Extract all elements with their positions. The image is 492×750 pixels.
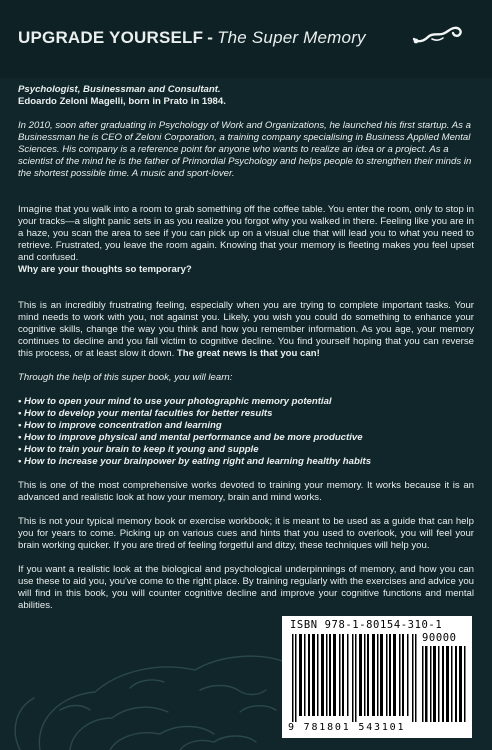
title-subtitle: The Super Memory (217, 28, 366, 47)
isbn-text: ISBN 978-1-80154-310-1 (290, 619, 443, 631)
intro-text: Imagine that you walk into a room to grab something off the coffee table. You enter the room, only to stop in your tracks—a slight panic sets in as you realize you forgot why you walked in there. Feeling like you are in a haze, you scan the area to see if you can pick up on a visual clue that will lead you to what you need to retrieve. Frustrated, you leave the room again. Knowing that your memory is fleeting makes you feel upset and confused. (18, 204, 474, 263)
list-item: • How to open your mind to use your photographic memory potential (18, 396, 332, 407)
title-separator: - (207, 28, 214, 47)
list-item: • How to improve concentration and learning (18, 420, 222, 431)
list-item: • How to improve physical and mental performance and be more productive (18, 432, 363, 443)
barcode-bars (292, 634, 418, 722)
not-typical-paragraph: This is not your typical memory book or exercise workbook; it is meant to be used as a guide that can help you for years to come. Picking up on various cues and hints that you used to overlook, you will feel your brain working quicker. If you are tired of feeling forgetful and ditzy, these techniques will help you. (18, 516, 474, 551)
title-main: UPGRADE YOURSELF (18, 28, 204, 47)
author-name-line: Edoardo Zeloni Magelli, born in Prato in 1984. (18, 96, 226, 107)
realistic-look-paragraph: If you want a realistic look at the biological and psychological underpinnings of memory, and how you can use these to aid you, you've come to the right place. By training regularly with the exercises and advice you will find in this book, you will counter cognitive decline and improve your cognitive functions and mental abilities. (18, 564, 474, 611)
learn-intro: Through the help of this super book, you will learn: (18, 372, 233, 383)
intro-paragraph (18, 204, 474, 264)
learn-list (18, 396, 474, 468)
back-cover-text (18, 84, 474, 612)
intro-question: Why are your thoughts so temporary? (18, 264, 192, 275)
frustration-text: This is an incredibly frustrating feeling, especially when you are trying to complete important tasks. Your mind needs to work with you, not against you. Likely, you wish you could do something to enhance your cognitive skills, change the way you think and how you remember information. As you age, your memory continues to decline and you fall victim to cognitive decline. You find yourself hoping that you can reverse this process, or at least slow it down. (18, 300, 474, 359)
addon-barcode-bars (422, 646, 468, 722)
author-bio: In 2010, soon after graduating in Psychology of Work and Organizations, he launched his first startup. As a Businessman he is CEO of Zeloni Corporation, a training company specialising in Business Applied Mental Sciences. His company is a reference point for anyone who wants to realize an idea or a project. As a scientist of the mind he is the father of Primordial Psychology and helps people to strengthen their minds in the shortest possible time. A music and sport-lover. (18, 120, 472, 179)
list-item: • How to train your brain to keep it young and supple (18, 444, 259, 455)
book-title (18, 28, 366, 48)
price-code: 90000 (422, 632, 457, 644)
cover-header (0, 0, 492, 78)
great-news-line: The great news is that you can! (176, 348, 320, 359)
list-item: • How to increase your brainpower by eating right and learning healthy habits (18, 456, 372, 467)
author-roles: Psychologist, Businessman and Consultant. (18, 84, 221, 95)
frustration-paragraph (18, 300, 474, 360)
isbn-barcode (282, 616, 472, 738)
brain-swirl-logo-icon (412, 25, 464, 47)
comprehensive-paragraph: This is one of the most comprehensive works devoted to training your memory. It works because it is an advanced and realistic look at how your memory, brain and mind works. (18, 480, 474, 503)
list-item: • How to develop your mental faculties for better results (18, 408, 273, 419)
barcode-digits: 9 781801 543101 (288, 722, 406, 733)
